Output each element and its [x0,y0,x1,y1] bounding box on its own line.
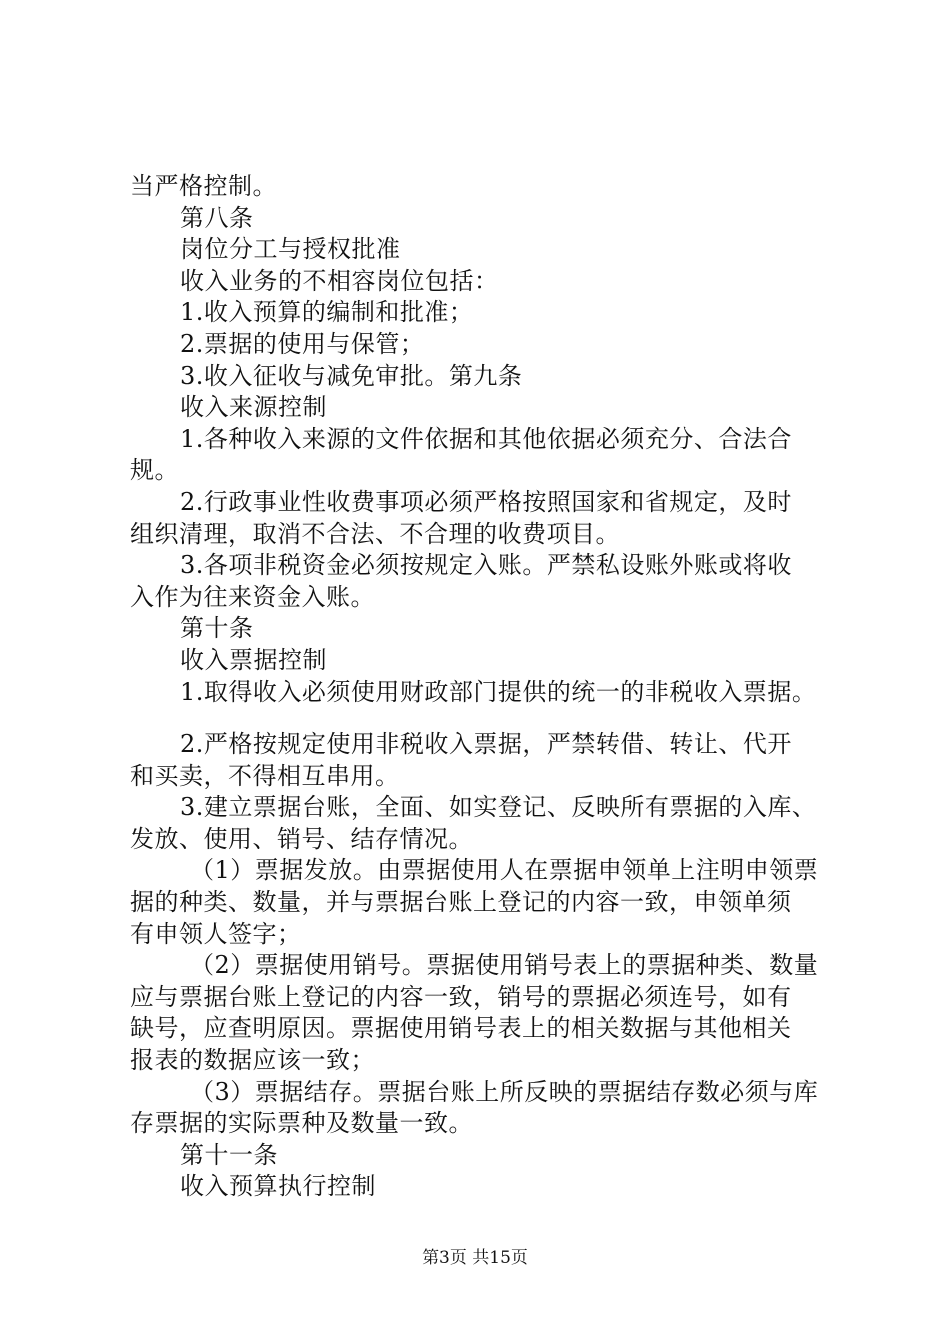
text-line: 当严格控制。 [130,172,277,200]
article-heading: 第八条 [180,203,254,232]
section-title: 收入来源控制 [180,393,327,422]
section-title: 收入票据控制 [180,645,327,674]
list-item: 3.各项非税资金必须按规定入账。严禁私设账外账或将收 [180,551,792,580]
text-line: 应与票据台账上登记的内容一致，销号的票据必须连号，如有 [130,982,792,1011]
text-line: 入作为往来资金入账。 [130,582,375,611]
sub-list-item: （2）票据使用销号。票据使用销号表上的票据种类、数量 [190,951,819,980]
page-number: 第3页 共15页 [422,1248,528,1268]
sub-list-item: （1）票据发放。由票据使用人在票据申领单上注明申领票 [190,856,819,885]
list-item: 2.行政事业性收费事项必须严格按照国家和省规定，及时 [180,487,792,516]
text-line: 发放、使用、销号、结存情况。 [130,824,473,853]
list-item: 2.票据的使用与保管； [180,329,425,358]
section-title: 岗位分工与授权批准 [180,235,401,264]
text-line: 收入业务的不相容岗位包括： [180,266,499,295]
text-line: 存票据的实际票种及数量一致。 [130,1109,473,1138]
list-item: 2.严格按规定使用非税收入票据，严禁转借、转让、代开 [180,730,792,759]
list-item: 3.建立票据台账，全面、如实登记、反映所有票据的入库、 [180,793,817,822]
paragraph-gap [130,708,850,729]
list-item: 1.取得收入必须使用财政部门提供的统一的非税收入票据。 [180,677,817,706]
section-title: 收入预算执行控制 [180,1172,376,1201]
article-heading: 第十一条 [180,1140,278,1169]
text-line: 据的种类、数量，并与票据台账上登记的内容一致，申领单须 [130,888,792,917]
document-body [130,171,850,1203]
text-line: 缺号，应查明原因。票据使用销号表上的相关数据与其他相关 [130,1014,792,1043]
text-line: 组织清理，取消不合法、不合理的收费项目。 [130,519,620,548]
page-footer [0,1243,950,1268]
text-line: 有申领人签字； [130,919,302,948]
article-heading: 第十条 [180,614,254,643]
list-item: 1.收入预算的编制和批准； [180,298,474,327]
list-item: 3.收入征收与减免审批。第九条 [180,361,523,390]
list-item: 1.各种收入来源的文件依据和其他依据必须充分、合法合 [180,424,792,453]
text-line: 报表的数据应该一致； [130,1046,375,1075]
text-line: 和买卖，不得相互串用。 [130,761,400,790]
sub-list-item: （3）票据结存。票据台账上所反映的票据结存数必须与库 [190,1077,819,1106]
text-line: 规。 [130,456,179,485]
